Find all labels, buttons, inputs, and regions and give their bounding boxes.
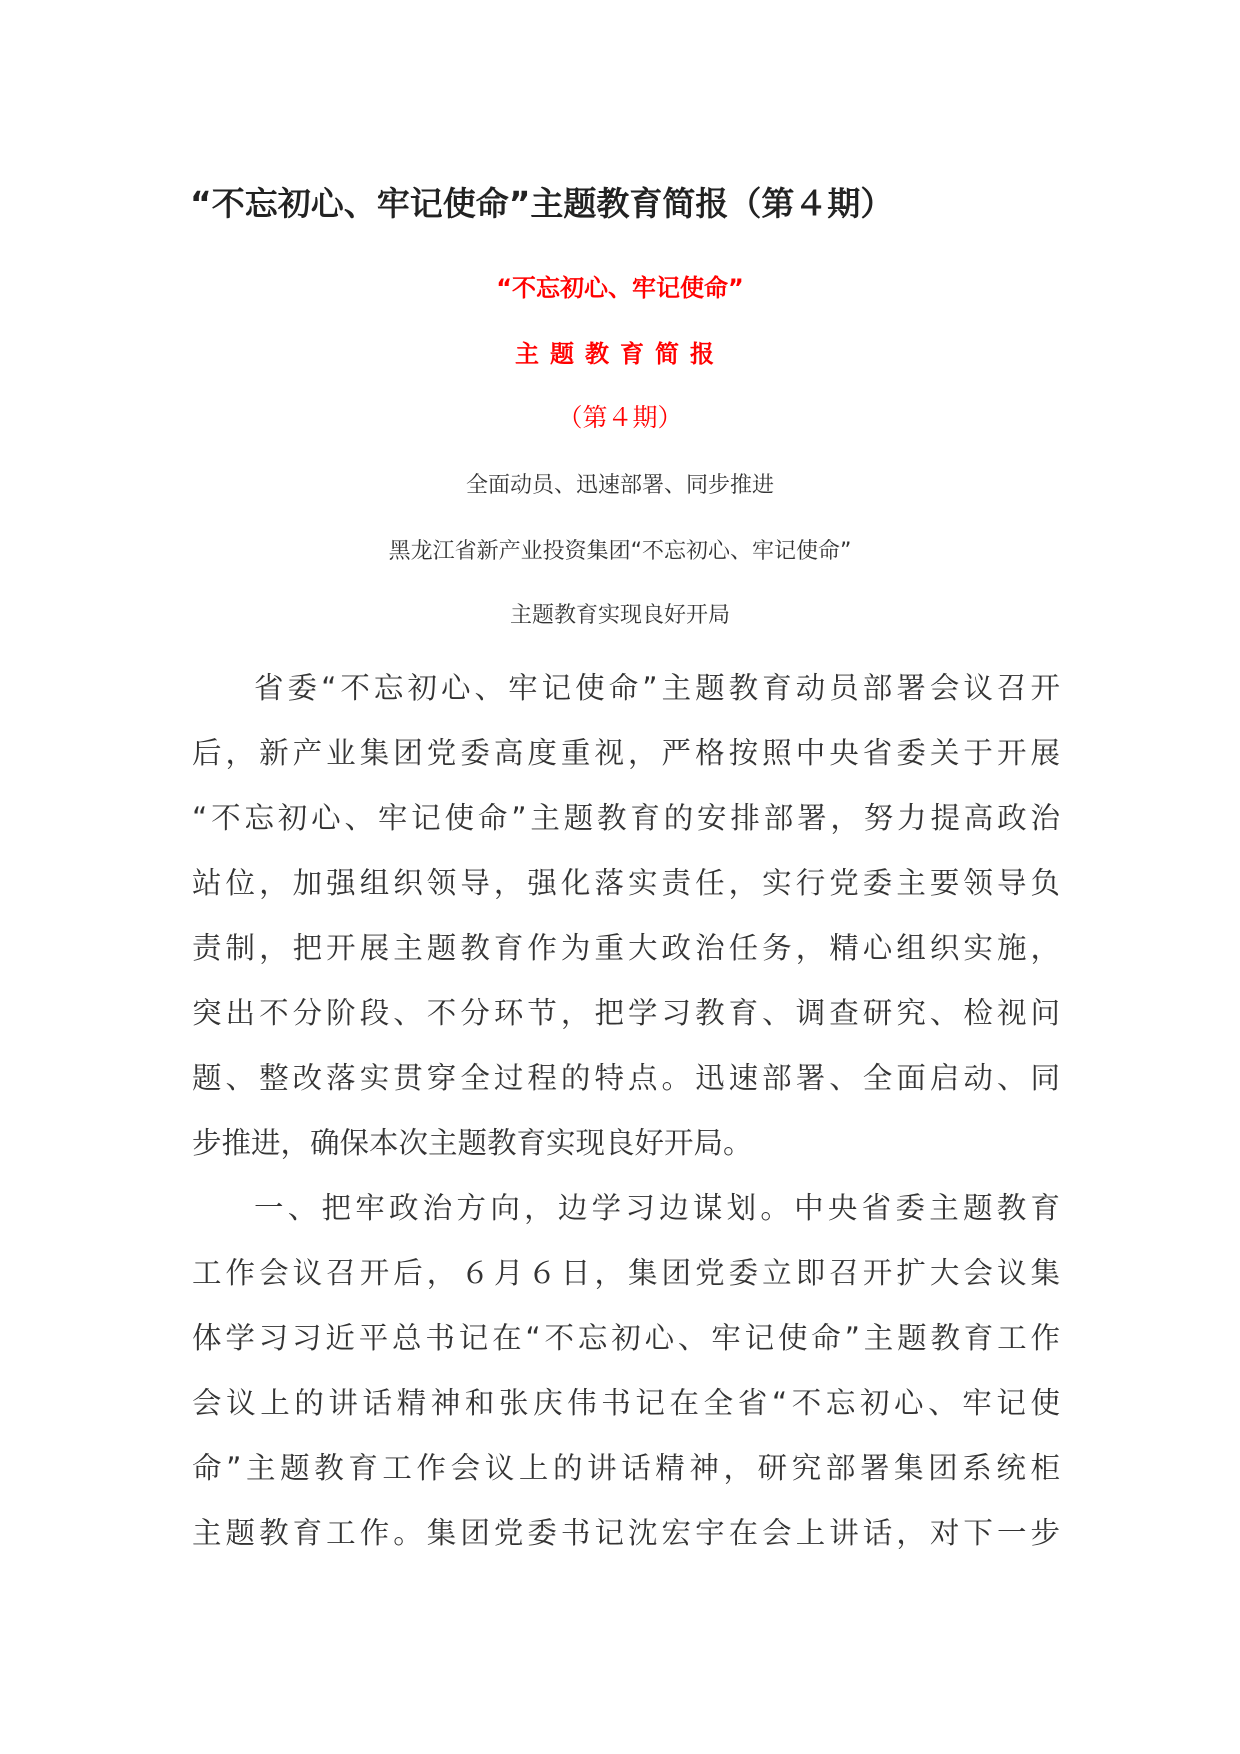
paragraph-line: “不忘初心、牢记使命”主题教育的安排部署，努力提高政治 (192, 801, 1060, 835)
masthead-line-1: “不忘初心、牢记使命” (496, 274, 744, 302)
body-text (192, 656, 1060, 1566)
paragraph-intro (192, 656, 1060, 1176)
paragraph-line: 命”主题教育工作会议上的讲话精神，研究部署集团系统柜 (192, 1451, 1060, 1485)
paragraph-line: 站位，加强组织领导，强化落实责任，实行党委主要领导负 (192, 866, 1060, 900)
paragraph-line: 责制，把开展主题教育作为重大政治任务，精心组织实施， (192, 931, 1060, 965)
masthead-issue-number: （第４期） (557, 403, 683, 432)
paragraph-line: 后，新产业集团党委高度重视，严格按照中央省委关于开展 (192, 736, 1060, 770)
paragraph-line: 一、把牢政治方向，边学习边谋划。中央省委主题教育 (254, 1191, 1060, 1225)
subheading-3: 主题教育实现良好开局 (509, 603, 730, 628)
masthead-line-2: 主题教育简报 (515, 340, 725, 368)
paragraph-line: 题、整改落实贯穿全过程的特点。迅速部署、全面启动、同 (192, 1061, 1060, 1095)
subheading-1: 全面动员、迅速部署、同步推进 (465, 473, 774, 498)
document-title: “不忘初心、牢记使命”主题教育简报（第４期） (190, 184, 894, 223)
paragraph-line: 会议上的讲话精神和张庆伟书记在全省“不忘初心、牢记使 (192, 1386, 1060, 1420)
paragraph-line: 主题教育工作。集团党委书记沈宏宇在会上讲话，对下一步 (192, 1516, 1060, 1550)
paragraph-line: 步推进，确保本次主题教育实现良好开局。 (192, 1126, 753, 1160)
paragraph-line: 体学习习近平总书记在“不忘初心、牢记使命”主题教育工作 (192, 1321, 1060, 1355)
paragraph-line: 突出不分阶段、不分环节，把学习教育、调查研究、检视问 (192, 996, 1060, 1030)
paragraph-line: 省委“不忘初心、牢记使命”主题教育动员部署会议召开 (254, 671, 1060, 705)
paragraph-line: 工作会议召开后，６月６日，集团党委立即召开扩大会议集 (192, 1256, 1060, 1290)
paragraph-section-1 (192, 1176, 1060, 1566)
subheading-2: 黑龙江省新产业投资集团“不忘初心、牢记使命” (388, 539, 852, 564)
